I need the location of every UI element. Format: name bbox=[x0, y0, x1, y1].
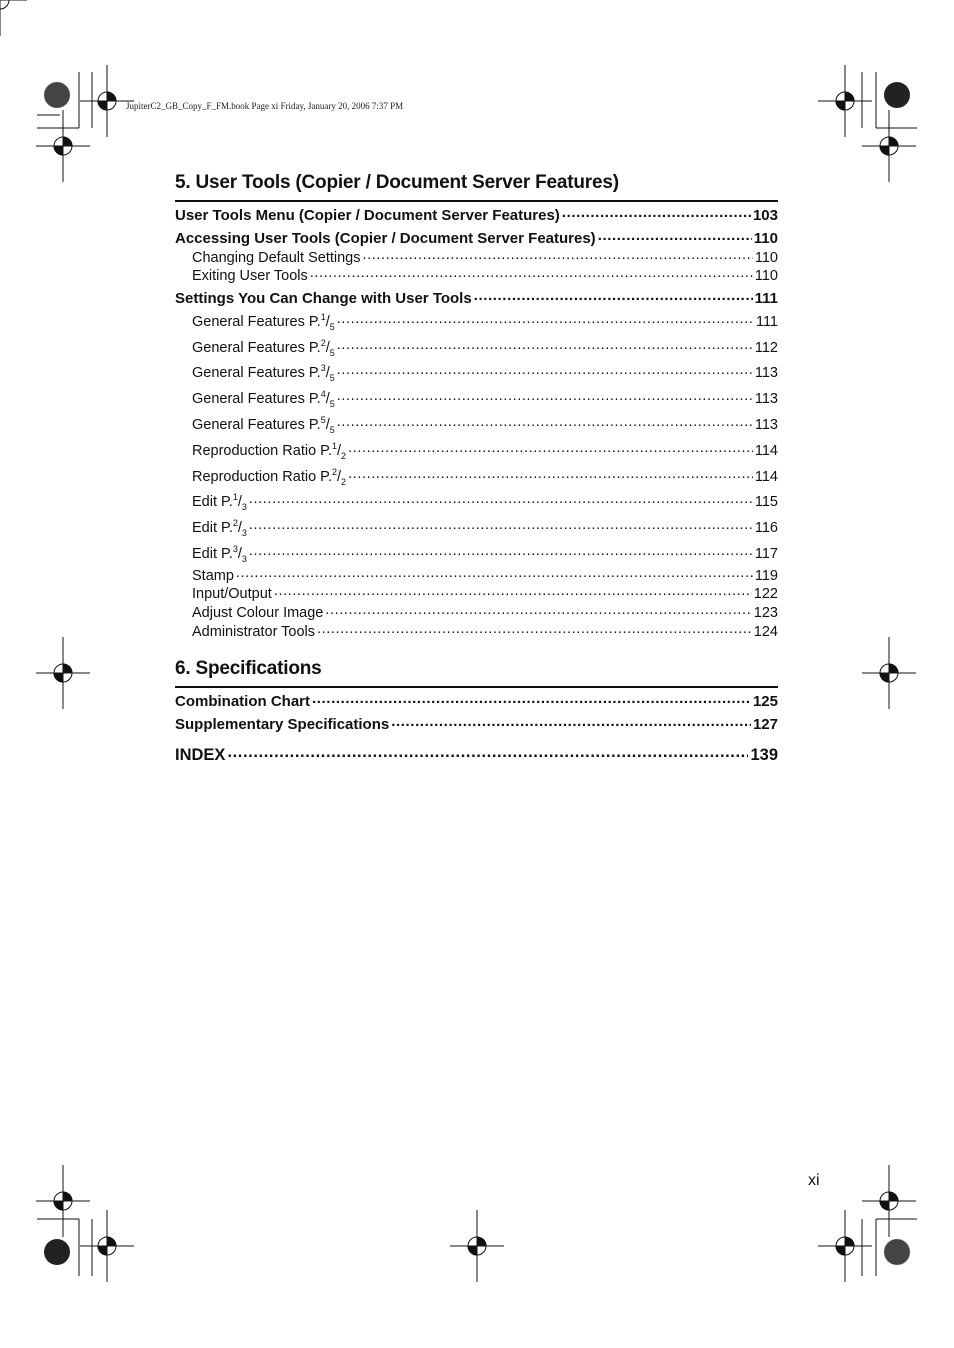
toc-entry[interactable] bbox=[175, 391, 778, 407]
toc-entry[interactable] bbox=[175, 340, 778, 356]
toc-entry-label: Edit $P.^3/_3$ bbox=[192, 544, 247, 564]
toc-entry[interactable] bbox=[175, 365, 778, 381]
toc-entry-page: 124 bbox=[753, 624, 778, 640]
toc-entry-page: 116 bbox=[754, 520, 778, 536]
toc-entry-page: 123 bbox=[753, 605, 778, 621]
toc-entry-label: General Features $P.^4/_5$ bbox=[192, 389, 335, 409]
toc-entry-page: 115 bbox=[754, 494, 778, 510]
toc-entry-label: Reproduction Ratio $P.^1/_2$ bbox=[192, 441, 347, 461]
toc-entry-label: Changing Default Settings bbox=[192, 250, 361, 266]
toc-entry-page: 110 bbox=[753, 230, 778, 247]
toc-entry-label: Stamp bbox=[192, 568, 234, 584]
toc-entry-label: General Features $P.^2/_5$ bbox=[192, 338, 335, 358]
toc-entry[interactable] bbox=[175, 207, 778, 224]
toc-entry-label: Reproduction Ratio $P.^2/_2$ bbox=[192, 467, 347, 487]
toc-entry-label: Edit $P.^1/_3$ bbox=[192, 492, 247, 512]
toc-entry-page: 112 bbox=[754, 340, 778, 356]
toc-entry-page: 113 bbox=[754, 391, 778, 407]
toc-entry[interactable] bbox=[175, 716, 778, 733]
toc-entry[interactable] bbox=[175, 605, 778, 621]
toc-entry-page: 110 bbox=[754, 268, 778, 284]
toc-entry-page: 113 bbox=[754, 417, 778, 433]
toc-entry-label: INDEX bbox=[175, 746, 226, 764]
toc-entry-label: General Features $P.^1/_5$ bbox=[192, 312, 335, 332]
print-imposition-info: JupiterC2_GB_Copy_F_FM.book Page xi Friday, January 20, 2006 7:37 PM bbox=[126, 101, 404, 111]
toc-entry-label: Combination Chart bbox=[175, 693, 310, 710]
toc-entry-label: Edit $P.^2/_3$ bbox=[192, 518, 247, 538]
toc-entry-label: Supplementary Specifications bbox=[175, 716, 390, 733]
toc-entry[interactable] bbox=[175, 469, 778, 485]
toc-entry-label: User Tools Menu (Copier / Document Server Features) bbox=[175, 207, 560, 224]
toc-entry[interactable] bbox=[175, 250, 778, 266]
toc-entry-page: 117 bbox=[754, 546, 778, 562]
toc-entry-page: 122 bbox=[753, 586, 778, 602]
toc-entry-page: 114 bbox=[754, 443, 778, 459]
toc-entry-page: 111 bbox=[754, 290, 778, 307]
section-heading: 5. User Tools (Copier / Document Server Features) bbox=[175, 172, 778, 202]
toc-entry-page: 114 bbox=[754, 469, 778, 485]
toc-index-entry[interactable] bbox=[175, 746, 778, 765]
toc-entry-page: 119 bbox=[754, 568, 778, 584]
toc-entry[interactable] bbox=[175, 443, 778, 459]
toc-entry-page: 125 bbox=[752, 693, 778, 710]
toc-entry-label: Settings You Can Change with User Tools bbox=[175, 290, 472, 307]
section-heading: 6. Specifications bbox=[175, 658, 778, 688]
toc-entry[interactable] bbox=[175, 624, 778, 640]
toc-entry-label: Administrator Tools bbox=[192, 624, 316, 640]
toc-entry-label: General Features $P.^3/_5$ bbox=[192, 363, 335, 383]
toc-entry-label: Exiting User Tools bbox=[192, 268, 308, 284]
toc-entry[interactable] bbox=[175, 546, 778, 562]
toc-entry[interactable] bbox=[175, 230, 778, 247]
toc-entry[interactable] bbox=[175, 268, 778, 284]
toc-entry[interactable] bbox=[175, 290, 778, 307]
toc-entry-label: Accessing User Tools (Copier / Document Server Features) bbox=[175, 230, 596, 247]
page-number: xi bbox=[808, 1172, 820, 1189]
toc-entry-page: 111 bbox=[755, 314, 778, 330]
toc-entry[interactable] bbox=[175, 586, 778, 602]
toc-entry[interactable] bbox=[175, 494, 778, 510]
toc-entry[interactable] bbox=[175, 568, 778, 584]
toc-entry-label: Adjust Colour Image bbox=[192, 605, 324, 621]
toc-entry-page: 127 bbox=[752, 716, 778, 733]
toc-entry-page: 103 bbox=[752, 207, 778, 224]
toc-entry-page: 113 bbox=[754, 365, 778, 381]
toc-entry-label: Input/Output bbox=[192, 586, 272, 602]
toc-entry-page: 110 bbox=[754, 250, 778, 266]
toc-entry-page: 139 bbox=[750, 746, 778, 764]
toc-entry[interactable] bbox=[175, 693, 778, 710]
toc-entry-label: General Features $P.^5/_5$ bbox=[192, 415, 335, 435]
toc-entry[interactable] bbox=[175, 314, 778, 330]
toc-entry[interactable] bbox=[175, 520, 778, 536]
toc-entry[interactable] bbox=[175, 417, 778, 433]
